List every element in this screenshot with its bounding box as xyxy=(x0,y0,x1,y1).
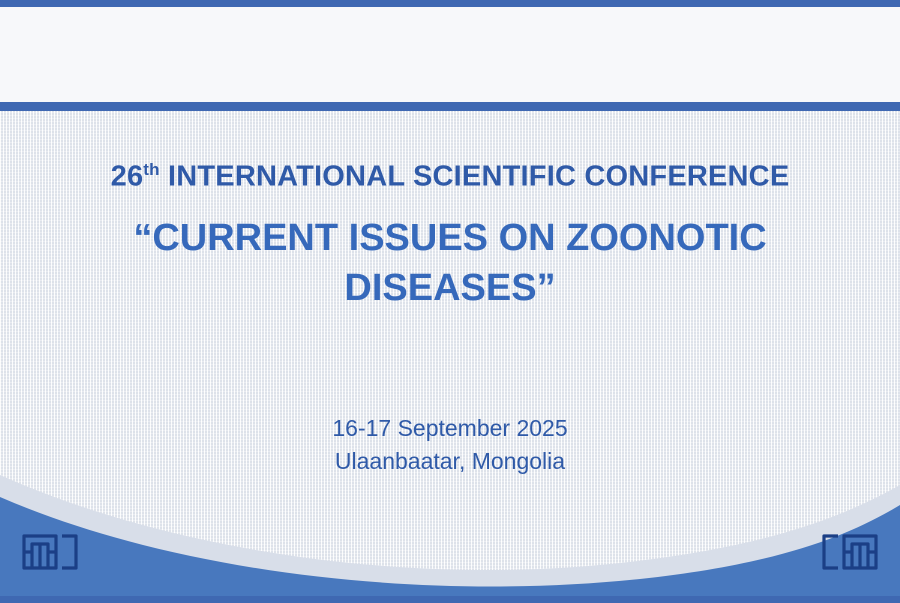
mongolian-knot-ornament-left-icon xyxy=(14,522,86,578)
mongolian-knot-ornament-right-icon xyxy=(814,522,886,578)
event-details-block xyxy=(0,412,900,479)
conference-main-title: “CURRENT ISSUES ON ZOONOTIC DISEASES” xyxy=(133,216,767,309)
conference-ordinal-suffix: th xyxy=(143,160,160,179)
top-border-bar xyxy=(0,0,900,7)
event-location: Ulaanbaatar, Mongolia xyxy=(334,448,566,475)
header-divider-bar xyxy=(0,102,900,111)
conference-ordinal: 26 xyxy=(110,160,144,193)
title-block xyxy=(0,160,900,313)
bottom-border-bar xyxy=(0,596,900,603)
conference-ordinal-rest: INTERNATIONAL SCIENTIFIC CONFERENCE xyxy=(159,160,790,193)
conference-ordinal-line xyxy=(0,160,900,194)
header-logo-band xyxy=(0,7,900,102)
event-dates: 16-17 September 2025 xyxy=(332,415,568,441)
